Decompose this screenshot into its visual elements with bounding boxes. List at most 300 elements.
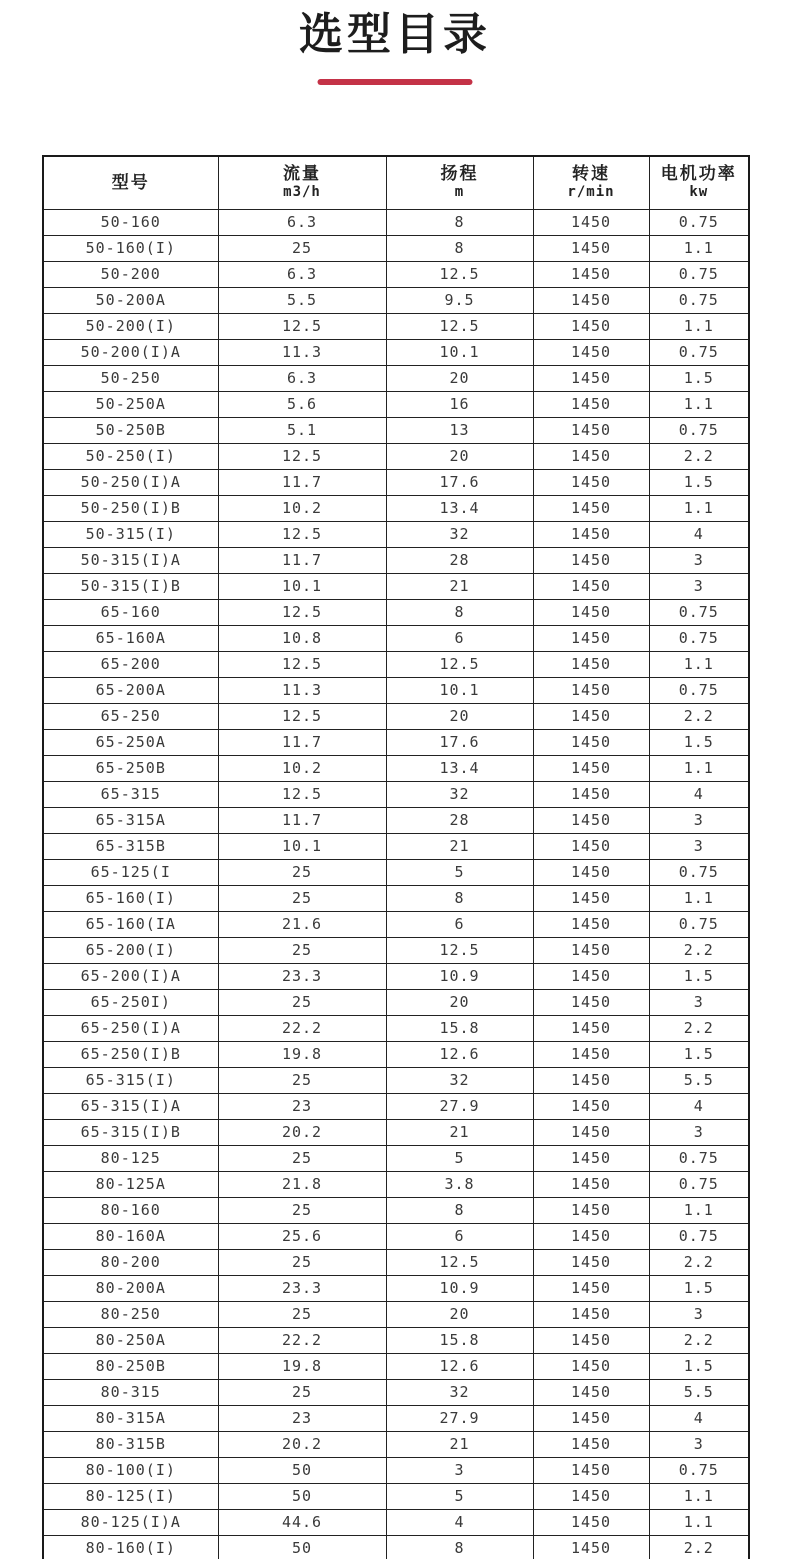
- cell-model: 80-315B: [43, 1431, 218, 1457]
- cell-speed: 1450: [533, 339, 649, 365]
- cell-flow: 10.2: [218, 755, 386, 781]
- cell-head: 12.6: [386, 1353, 533, 1379]
- cell-speed: 1450: [533, 1483, 649, 1509]
- table-body: [43, 209, 749, 1559]
- cell-model: 50-160: [43, 209, 218, 235]
- table-row: [43, 599, 749, 625]
- cell-head: 13.4: [386, 495, 533, 521]
- cell-speed: 1450: [533, 1145, 649, 1171]
- cell-power: 1.1: [649, 651, 749, 677]
- cell-model: 65-250(I)B: [43, 1041, 218, 1067]
- cell-speed: 1450: [533, 1431, 649, 1457]
- cell-flow: 19.8: [218, 1041, 386, 1067]
- header-head: [386, 156, 533, 209]
- title-underline-bar: [318, 79, 473, 85]
- cell-flow: 11.7: [218, 807, 386, 833]
- cell-speed: 1450: [533, 729, 649, 755]
- cell-power: 0.75: [649, 339, 749, 365]
- cell-model: 65-200: [43, 651, 218, 677]
- cell-power: 1.1: [649, 755, 749, 781]
- cell-speed: 1450: [533, 703, 649, 729]
- cell-flow: 11.3: [218, 339, 386, 365]
- cell-power: 1.1: [649, 1509, 749, 1535]
- cell-head: 3.8: [386, 1171, 533, 1197]
- cell-head: 10.9: [386, 963, 533, 989]
- table-row: [43, 781, 749, 807]
- cell-flow: 12.5: [218, 781, 386, 807]
- page-title: 选型目录: [299, 9, 491, 60]
- cell-speed: 1450: [533, 547, 649, 573]
- cell-power: 1.1: [649, 1483, 749, 1509]
- cell-speed: 1450: [533, 1197, 649, 1223]
- cell-model: 65-315A: [43, 807, 218, 833]
- table-row: [43, 573, 749, 599]
- cell-flow: 25: [218, 1379, 386, 1405]
- cell-model: 80-125: [43, 1145, 218, 1171]
- cell-speed: 1450: [533, 833, 649, 859]
- cell-power: 0.75: [649, 1145, 749, 1171]
- cell-speed: 1450: [533, 495, 649, 521]
- cell-head: 32: [386, 1067, 533, 1093]
- cell-speed: 1450: [533, 1535, 649, 1559]
- cell-power: 3: [649, 1119, 749, 1145]
- table-row: [43, 1483, 749, 1509]
- cell-flow: 5.5: [218, 287, 386, 313]
- table-row: [43, 1353, 749, 1379]
- cell-speed: 1450: [533, 677, 649, 703]
- cell-flow: 10.1: [218, 833, 386, 859]
- cell-speed: 1450: [533, 989, 649, 1015]
- cell-model: 80-160: [43, 1197, 218, 1223]
- header-head-label: 扬程: [440, 164, 479, 185]
- cell-flow: 19.8: [218, 1353, 386, 1379]
- table-row: [43, 1327, 749, 1353]
- table-row: [43, 469, 749, 495]
- cell-model: 65-315(I)B: [43, 1119, 218, 1145]
- cell-power: 1.1: [649, 235, 749, 261]
- cell-power: 2.2: [649, 937, 749, 963]
- cell-head: 32: [386, 781, 533, 807]
- cell-head: 12.5: [386, 1249, 533, 1275]
- cell-flow: 6.3: [218, 365, 386, 391]
- cell-flow: 25: [218, 859, 386, 885]
- cell-speed: 1450: [533, 1067, 649, 1093]
- table-row: [43, 235, 749, 261]
- cell-head: 20: [386, 989, 533, 1015]
- table-row: [43, 209, 749, 235]
- cell-head: 10.1: [386, 339, 533, 365]
- cell-flow: 6.3: [218, 209, 386, 235]
- cell-flow: 25.6: [218, 1223, 386, 1249]
- cell-model: 65-315(I): [43, 1067, 218, 1093]
- cell-power: 2.2: [649, 703, 749, 729]
- cell-model: 50-250B: [43, 417, 218, 443]
- table-row: [43, 521, 749, 547]
- cell-power: 1.1: [649, 885, 749, 911]
- cell-flow: 12.5: [218, 521, 386, 547]
- cell-model: 65-250: [43, 703, 218, 729]
- cell-head: 32: [386, 1379, 533, 1405]
- cell-flow: 25: [218, 1145, 386, 1171]
- cell-head: 27.9: [386, 1093, 533, 1119]
- cell-model: 65-160: [43, 599, 218, 625]
- cell-flow: 12.5: [218, 313, 386, 339]
- cell-power: 4: [649, 521, 749, 547]
- cell-power: 2.2: [649, 443, 749, 469]
- cell-flow: 25: [218, 1197, 386, 1223]
- cell-head: 12.5: [386, 651, 533, 677]
- cell-head: 20: [386, 443, 533, 469]
- cell-speed: 1450: [533, 1405, 649, 1431]
- table-header: [43, 156, 749, 209]
- cell-flow: 11.7: [218, 729, 386, 755]
- table-row: [43, 1171, 749, 1197]
- cell-power: 4: [649, 1093, 749, 1119]
- cell-power: 3: [649, 1431, 749, 1457]
- cell-head: 8: [386, 885, 533, 911]
- cell-flow: 25: [218, 1067, 386, 1093]
- cell-speed: 1450: [533, 1171, 649, 1197]
- cell-speed: 1450: [533, 859, 649, 885]
- table-row: [43, 885, 749, 911]
- cell-speed: 1450: [533, 599, 649, 625]
- header-model-label: 型号: [111, 172, 150, 193]
- cell-speed: 1450: [533, 1301, 649, 1327]
- cell-power: 0.75: [649, 859, 749, 885]
- cell-model: 80-250A: [43, 1327, 218, 1353]
- cell-head: 9.5: [386, 287, 533, 313]
- cell-flow: 5.6: [218, 391, 386, 417]
- header-flow: [218, 156, 386, 209]
- table-row: [43, 495, 749, 521]
- cell-power: 3: [649, 989, 749, 1015]
- cell-flow: 6.3: [218, 261, 386, 287]
- table-row: [43, 729, 749, 755]
- cell-model: 50-160(I): [43, 235, 218, 261]
- cell-head: 8: [386, 209, 533, 235]
- cell-model: 65-125(I: [43, 859, 218, 885]
- cell-model: 50-315(I): [43, 521, 218, 547]
- cell-speed: 1450: [533, 391, 649, 417]
- header-row: [43, 156, 749, 209]
- cell-speed: 1450: [533, 573, 649, 599]
- cell-flow: 11.7: [218, 469, 386, 495]
- cell-power: 1.1: [649, 495, 749, 521]
- cell-head: 8: [386, 235, 533, 261]
- cell-model: 50-250(I)B: [43, 495, 218, 521]
- cell-head: 28: [386, 547, 533, 573]
- cell-head: 12.5: [386, 313, 533, 339]
- cell-flow: 21.6: [218, 911, 386, 937]
- cell-speed: 1450: [533, 209, 649, 235]
- cell-model: 50-200: [43, 261, 218, 287]
- cell-power: 5.5: [649, 1067, 749, 1093]
- header-flow-label: 流量: [283, 164, 321, 185]
- cell-speed: 1450: [533, 625, 649, 651]
- cell-flow: 25: [218, 1301, 386, 1327]
- table-row: [43, 391, 749, 417]
- cell-model: 50-250: [43, 365, 218, 391]
- header-power-label: 电机功率: [660, 164, 737, 185]
- cell-power: 1.5: [649, 1275, 749, 1301]
- header-flow-unit: m3/h: [283, 184, 321, 201]
- cell-speed: 1450: [533, 417, 649, 443]
- cell-flow: 12.5: [218, 599, 386, 625]
- cell-power: 1.5: [649, 963, 749, 989]
- header-power: [649, 156, 749, 209]
- cell-flow: 25: [218, 989, 386, 1015]
- cell-flow: 12.5: [218, 443, 386, 469]
- cell-flow: 23: [218, 1093, 386, 1119]
- header-speed-label: 转速: [572, 164, 610, 185]
- cell-flow: 5.1: [218, 417, 386, 443]
- cell-head: 4: [386, 1509, 533, 1535]
- cell-power: 0.75: [649, 209, 749, 235]
- cell-flow: 23.3: [218, 1275, 386, 1301]
- table-row: [43, 911, 749, 937]
- cell-head: 8: [386, 1535, 533, 1559]
- cell-speed: 1450: [533, 1509, 649, 1535]
- cell-power: 3: [649, 833, 749, 859]
- table-row: [43, 547, 749, 573]
- cell-flow: 12.5: [218, 651, 386, 677]
- table-row: [43, 339, 749, 365]
- cell-speed: 1450: [533, 807, 649, 833]
- table-row: [43, 703, 749, 729]
- table-row: [43, 1119, 749, 1145]
- cell-speed: 1450: [533, 443, 649, 469]
- cell-speed: 1450: [533, 261, 649, 287]
- cell-model: 65-250I): [43, 989, 218, 1015]
- cell-model: 80-125(I): [43, 1483, 218, 1509]
- cell-head: 5: [386, 859, 533, 885]
- cell-power: 0.75: [649, 1457, 749, 1483]
- cell-model: 65-250A: [43, 729, 218, 755]
- cell-speed: 1450: [533, 911, 649, 937]
- cell-model: 65-200(I)A: [43, 963, 218, 989]
- cell-speed: 1450: [533, 1041, 649, 1067]
- table-row: [43, 1145, 749, 1171]
- cell-model: 50-250A: [43, 391, 218, 417]
- cell-head: 13: [386, 417, 533, 443]
- cell-model: 50-315(I)B: [43, 573, 218, 599]
- table-row: [43, 1067, 749, 1093]
- cell-speed: 1450: [533, 313, 649, 339]
- table-row: [43, 365, 749, 391]
- cell-speed: 1450: [533, 1249, 649, 1275]
- header-power-unit: kw: [689, 184, 709, 201]
- cell-model: 80-200A: [43, 1275, 218, 1301]
- header-speed: [533, 156, 649, 209]
- cell-power: 1.5: [649, 1353, 749, 1379]
- table-row: [43, 859, 749, 885]
- cell-flow: 23: [218, 1405, 386, 1431]
- cell-flow: 10.8: [218, 625, 386, 651]
- cell-head: 6: [386, 625, 533, 651]
- cell-model: 50-200(I): [43, 313, 218, 339]
- table-row: [43, 1223, 749, 1249]
- cell-power: 0.75: [649, 677, 749, 703]
- cell-power: 2.2: [649, 1535, 749, 1559]
- cell-model: 80-315: [43, 1379, 218, 1405]
- cell-flow: 11.7: [218, 547, 386, 573]
- cell-head: 5: [386, 1145, 533, 1171]
- cell-head: 21: [386, 573, 533, 599]
- table-row: [43, 1379, 749, 1405]
- cell-power: 1.1: [649, 391, 749, 417]
- cell-head: 16: [386, 391, 533, 417]
- cell-model: 65-250B: [43, 755, 218, 781]
- cell-power: 2.2: [649, 1249, 749, 1275]
- cell-model: 50-250(I)A: [43, 469, 218, 495]
- table-row: [43, 937, 749, 963]
- cell-power: 1.1: [649, 1197, 749, 1223]
- cell-flow: 50: [218, 1483, 386, 1509]
- table-row: [43, 1015, 749, 1041]
- cell-head: 17.6: [386, 469, 533, 495]
- cell-head: 8: [386, 1197, 533, 1223]
- cell-power: 4: [649, 781, 749, 807]
- cell-speed: 1450: [533, 1457, 649, 1483]
- cell-head: 21: [386, 1119, 533, 1145]
- cell-power: 1.5: [649, 469, 749, 495]
- cell-flow: 50: [218, 1457, 386, 1483]
- cell-speed: 1450: [533, 937, 649, 963]
- cell-power: 1.5: [649, 1041, 749, 1067]
- cell-power: 1.5: [649, 365, 749, 391]
- cell-model: 65-315(I)A: [43, 1093, 218, 1119]
- table-row: [43, 313, 749, 339]
- cell-flow: 10.2: [218, 495, 386, 521]
- cell-power: 2.2: [649, 1015, 749, 1041]
- cell-flow: 10.1: [218, 573, 386, 599]
- cell-model: 50-200(I)A: [43, 339, 218, 365]
- table-row: [43, 1405, 749, 1431]
- cell-speed: 1450: [533, 1327, 649, 1353]
- cell-speed: 1450: [533, 365, 649, 391]
- cell-head: 5: [386, 1483, 533, 1509]
- cell-model: 80-100(I): [43, 1457, 218, 1483]
- header-head-unit: m: [454, 184, 465, 201]
- table-row: [43, 833, 749, 859]
- header-speed-unit: r/min: [567, 184, 615, 201]
- cell-model: 80-125A: [43, 1171, 218, 1197]
- table-row: [43, 1509, 749, 1535]
- cell-head: 15.8: [386, 1015, 533, 1041]
- cell-head: 10.9: [386, 1275, 533, 1301]
- cell-power: 0.75: [649, 1171, 749, 1197]
- cell-speed: 1450: [533, 1015, 649, 1041]
- table-row: [43, 677, 749, 703]
- table-row: [43, 651, 749, 677]
- cell-power: 3: [649, 573, 749, 599]
- cell-head: 13.4: [386, 755, 533, 781]
- cell-model: 80-315A: [43, 1405, 218, 1431]
- cell-model: 80-200: [43, 1249, 218, 1275]
- table-row: [43, 989, 749, 1015]
- cell-speed: 1450: [533, 1275, 649, 1301]
- cell-flow: 22.2: [218, 1015, 386, 1041]
- cell-power: 4: [649, 1405, 749, 1431]
- cell-head: 17.6: [386, 729, 533, 755]
- cell-head: 27.9: [386, 1405, 533, 1431]
- cell-model: 65-160(IA: [43, 911, 218, 937]
- cell-flow: 22.2: [218, 1327, 386, 1353]
- table-row: [43, 1431, 749, 1457]
- table-row: [43, 807, 749, 833]
- cell-power: 3: [649, 1301, 749, 1327]
- cell-power: 5.5: [649, 1379, 749, 1405]
- table-row: [43, 1535, 749, 1559]
- selection-table: [42, 155, 750, 1559]
- cell-model: 80-250B: [43, 1353, 218, 1379]
- cell-model: 50-250(I): [43, 443, 218, 469]
- table-row: [43, 755, 749, 781]
- cell-power: 0.75: [649, 625, 749, 651]
- cell-speed: 1450: [533, 469, 649, 495]
- cell-power: 3: [649, 547, 749, 573]
- cell-speed: 1450: [533, 1223, 649, 1249]
- cell-model: 65-200(I): [43, 937, 218, 963]
- cell-model: 80-160A: [43, 1223, 218, 1249]
- cell-head: 6: [386, 1223, 533, 1249]
- cell-model: 80-250: [43, 1301, 218, 1327]
- cell-model: 65-200A: [43, 677, 218, 703]
- table-row: [43, 443, 749, 469]
- cell-model: 65-160(I): [43, 885, 218, 911]
- cell-head: 10.1: [386, 677, 533, 703]
- cell-model: 65-315: [43, 781, 218, 807]
- cell-power: 0.75: [649, 417, 749, 443]
- cell-power: 1.5: [649, 729, 749, 755]
- cell-power: 3: [649, 807, 749, 833]
- cell-power: 0.75: [649, 599, 749, 625]
- cell-speed: 1450: [533, 651, 649, 677]
- cell-head: 32: [386, 521, 533, 547]
- cell-model: 80-125(I)A: [43, 1509, 218, 1535]
- cell-power: 2.2: [649, 1327, 749, 1353]
- cell-flow: 50: [218, 1535, 386, 1559]
- cell-flow: 20.2: [218, 1431, 386, 1457]
- cell-head: 8: [386, 599, 533, 625]
- cell-flow: 12.5: [218, 703, 386, 729]
- cell-speed: 1450: [533, 781, 649, 807]
- header-model: [43, 156, 218, 209]
- cell-speed: 1450: [533, 1379, 649, 1405]
- cell-speed: 1450: [533, 521, 649, 547]
- cell-speed: 1450: [533, 235, 649, 261]
- cell-flow: 25: [218, 235, 386, 261]
- cell-head: 12.6: [386, 1041, 533, 1067]
- table-row: [43, 963, 749, 989]
- cell-power: 0.75: [649, 261, 749, 287]
- cell-flow: 20.2: [218, 1119, 386, 1145]
- cell-head: 20: [386, 703, 533, 729]
- cell-flow: 21.8: [218, 1171, 386, 1197]
- cell-head: 6: [386, 911, 533, 937]
- table-row: [43, 1457, 749, 1483]
- cell-speed: 1450: [533, 963, 649, 989]
- cell-speed: 1450: [533, 287, 649, 313]
- cell-head: 12.5: [386, 261, 533, 287]
- cell-model: 65-160A: [43, 625, 218, 651]
- table-row: [43, 417, 749, 443]
- cell-head: 21: [386, 833, 533, 859]
- cell-head: 3: [386, 1457, 533, 1483]
- cell-speed: 1450: [533, 1119, 649, 1145]
- cell-power: 1.1: [649, 313, 749, 339]
- cell-flow: 25: [218, 937, 386, 963]
